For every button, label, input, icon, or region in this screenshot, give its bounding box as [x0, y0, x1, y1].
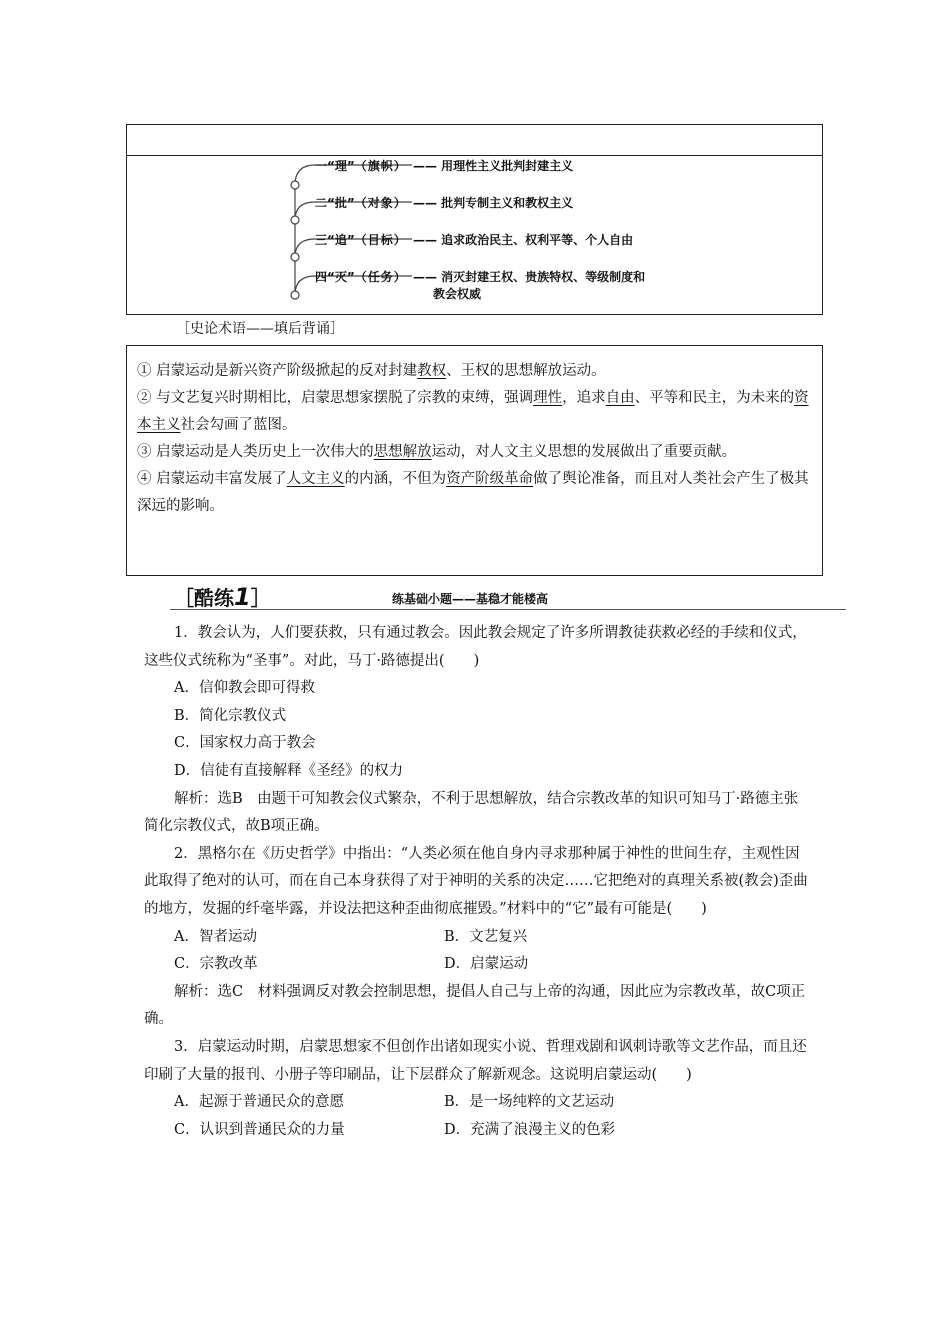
tree-item-1-desc: —— 用理性主义批判封建主义 [413, 159, 574, 173]
question-1-option-d: D．信徒有直接解释《圣经》的权力 [174, 762, 404, 779]
question-3-option-a: A．起源于普通民众的意愿 [174, 1094, 344, 1111]
tree-item-4-desc: —— 消灭封建王权、贵族特权、等级制度和 [413, 270, 646, 284]
practice-rule [170, 609, 846, 610]
practice-title: ［酷练1］ [174, 583, 271, 611]
question-1-option-c: C．国家权力高于教会 [174, 735, 316, 752]
question-3-option-c: C．认识到普通民众的力量 [174, 1121, 345, 1138]
questions [144, 620, 808, 1144]
question-3-options-cd [144, 1117, 808, 1145]
question-3-option-d: D．充满了浪漫主义的色彩 [444, 1121, 616, 1138]
term-4: ④ 启蒙运动丰富发展了人文主义的内涵，不但为资产阶级革命做了舆论准备，而且对人类社会产生了极其深远的影响。 [137, 471, 809, 514]
tree-item-2-desc: —— 批判专制主义和教权主义 [413, 196, 574, 210]
tree-item-1-label: 一“理”（旗帜） [315, 159, 407, 173]
question-2-analysis: 解析：选C 材料强调反对教会控制思想，提倡人自己与上帝的沟通，因此应为宗教改革，故C项正确。 [144, 983, 806, 1028]
tree-item-3-desc: —— 追求政治民主、权利平等、个人自由 [413, 233, 634, 247]
tree-item-2-label: 二“批”（对象） [315, 196, 407, 210]
question-3-stem: 3．启蒙运动时期，启蒙思想家不但创作出诸如现实小说、哲理戏剧和讽刺诗歌等文艺作品，而且还印刷了大量的报刊、小册子等印刷品，让下层群众了解新观念。这说明启蒙运动( ) [144, 1038, 807, 1083]
question-2-option-d: D．启蒙运动 [444, 956, 529, 973]
question-3-options-ab [144, 1089, 808, 1117]
question-1-option-a: A．信仰教会即可得救 [174, 680, 315, 697]
terms-box [126, 345, 823, 576]
question-2-options-cd [144, 951, 808, 979]
tree-item-4-desc-continued: 教会权威 [433, 287, 482, 301]
question-2-option-b: B．文艺复兴 [444, 928, 528, 945]
tree-item-3-label: 三“追”（目标） [315, 233, 407, 247]
term-2: ② 与文艺复兴时期相比，启蒙思想家摆脱了宗教的束缚，强调理性，追求自由、平等和民主，为未来的资本主义社会勾画了蓝图。 [137, 390, 809, 433]
question-3-option-b: B．是一场纯粹的文艺运动 [444, 1094, 615, 1111]
question-2-options-ab [144, 924, 808, 952]
question-1-stem: 1．教会认为，人们要获救，只有通过教会。因此教会规定了许多所谓教徒获救必经的手续和仪式，这些仪式统称为“圣事”。对此，马丁·路德提出( ) [144, 625, 807, 669]
term-1: ① 启蒙运动是新兴资产阶级掀起的反对封建教权、王权的思想解放运动。 [137, 363, 606, 379]
section-title: ［史论术语——填后背诵］ [176, 321, 344, 337]
practice-subtitle: 练基础小题——基稳才能楼高 [392, 592, 549, 606]
question-2-option-c: C．宗教改革 [174, 956, 258, 973]
term-3: ③ 启蒙运动是人类历史上一次伟大的思想解放运动，对人文主义思想的发展做出了重要贡献。 [137, 444, 737, 460]
practice-header [170, 582, 846, 610]
question-2-option-a: A．智者运动 [174, 928, 257, 945]
summary-diagram-box [126, 124, 823, 315]
question-2-stem: 2．黑格尔在《历史哲学》中指出：“人类必须在他自身内寻求那种属于神性的世间生存，主观性因此取得了绝对的认可，而在自己本身获得了对于神明的关系的决定……它把绝对的真理关系被(教会)歪曲的地方，发掘的纤毫毕露，并设法把这种歪曲彻底摧毁。”材料中的“它”最有可能是( ) [144, 845, 808, 917]
question-1-option-b: B．简化宗教仪式 [174, 707, 287, 724]
tree-item-4-label: 四“灭”（任务） [315, 270, 407, 284]
question-1-analysis: 解析：选B 由题干可知教会仪式繁杂，不利于思想解放，结合宗教改革的知识可知马丁·路德主张简化宗教仪式，故B项正确。 [144, 790, 799, 835]
